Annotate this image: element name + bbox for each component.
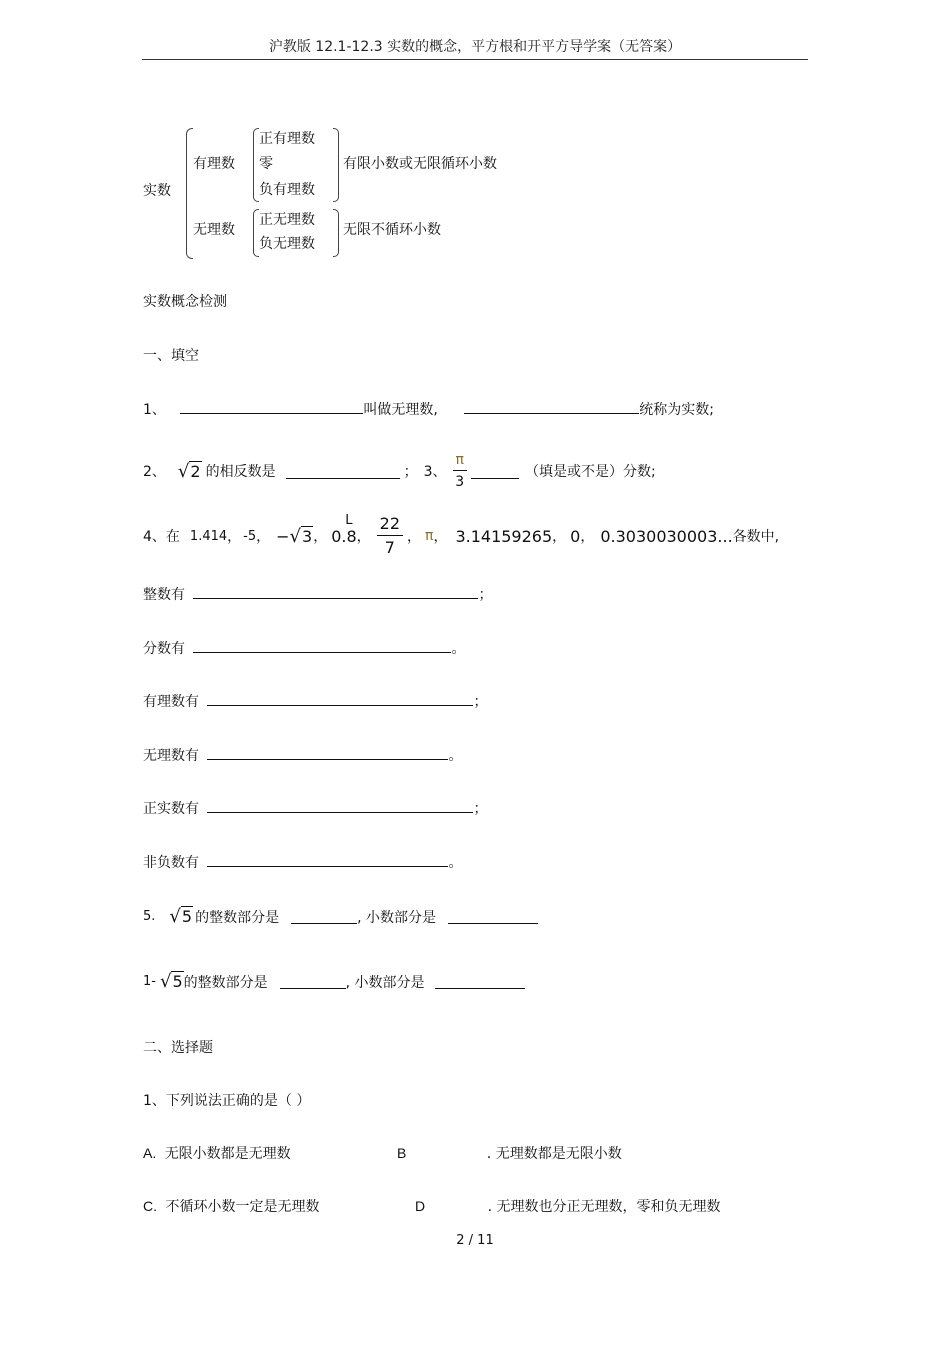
q6-number: 1- <box>143 974 156 989</box>
q1-number: 1、 <box>143 402 166 418</box>
brace-rational-right <box>333 128 339 202</box>
q2-sep: ； <box>403 464 418 480</box>
q3-blank[interactable] <box>471 464 519 479</box>
option-a-text: 无限小数都是无理数 <box>164 1146 291 1162</box>
label-rational-desc: 有限小数或无限循环小数 <box>343 156 497 172</box>
option-c-text: 不循环小数一定是无理数 <box>165 1199 320 1215</box>
q4-item-zero: 0 <box>570 526 581 546</box>
line-nonnegatives <box>143 852 462 872</box>
sqrt-5-b: √5 <box>159 971 183 992</box>
fill-question-5 <box>143 906 538 927</box>
brace-irrational-right <box>333 209 339 257</box>
q5-text-a: 的整数部分是 <box>195 909 280 926</box>
sqrt-2: √2 <box>177 460 201 482</box>
option-b-text: . 无理数都是无限小数 <box>486 1146 622 1162</box>
q4-item-repeating-08: L 0.8 <box>331 512 357 546</box>
line-integers <box>143 584 492 604</box>
label-rational: 有理数 <box>193 156 235 172</box>
sqrt-3: √3 <box>289 525 313 547</box>
option-c-letter: C. <box>143 1198 157 1214</box>
label-zero: 零 <box>259 156 273 172</box>
line-integers-label: 整数有 <box>143 587 185 603</box>
q1-text-b: 统称为实数; <box>639 402 714 418</box>
line-positive-reals-blank[interactable] <box>207 798 473 813</box>
page-number: 2 / 11 <box>456 1233 494 1248</box>
fill-question-2 <box>143 448 656 494</box>
line-integers-end: ； <box>478 587 493 603</box>
q4-prefix: 4、在 <box>143 529 180 545</box>
option-d[interactable] <box>415 1196 720 1216</box>
fraction-22-over-7: $\frac{22}{7}$ <box>377 516 403 556</box>
label-neg-rational: 负有理数 <box>259 182 315 198</box>
label-pos-rational: 正有理数 <box>259 131 315 147</box>
header-divider <box>142 59 808 60</box>
section-title-check: 实数概念检测 <box>143 294 227 310</box>
q5-number: 5. <box>143 909 156 924</box>
q6-blank-int[interactable] <box>280 974 346 989</box>
q5-text-b: , 小数部分是 <box>357 909 436 926</box>
q6-text-a: 的整数部分是 <box>183 974 268 991</box>
line-fractions-blank[interactable] <box>193 638 451 653</box>
q4-item-pi: π <box>425 528 434 544</box>
q2-text: 的相反数是 <box>205 464 276 480</box>
label-neg-irrational: 负无理数 <box>259 236 315 252</box>
line-positive-reals-label: 正实数有 <box>143 801 199 817</box>
label-irrational-desc: 无限不循环小数 <box>343 222 441 238</box>
part1-heading: 一、填空 <box>143 348 199 364</box>
line-irrationals <box>143 745 462 765</box>
line-nonnegatives-label: 非负数有 <box>143 855 199 871</box>
q6-blank-dec[interactable] <box>435 974 525 989</box>
line-rationals <box>143 691 487 711</box>
choice-question-1: 1、下列说法正确的是（ ） <box>143 1093 311 1109</box>
label-real-numbers: 实数 <box>143 183 171 199</box>
line-rationals-label: 有理数有 <box>143 694 199 710</box>
label-pos-irrational: 正无理数 <box>259 212 315 228</box>
option-a[interactable] <box>143 1143 291 1163</box>
page-header-title: 沪教版 12.1-12.3 实数的概念，平方根和开平方导学案（无答案） <box>268 39 682 55</box>
q2-blank[interactable] <box>286 464 400 479</box>
fraction-pi-over-3: $\frac{\pi}{3}$ <box>453 453 467 489</box>
q4-item-3141: 3.14159265 <box>455 526 553 546</box>
brace-real <box>186 128 193 259</box>
q4-item-0303: 0.3030030003... <box>600 526 733 546</box>
line-positive-reals <box>143 798 487 818</box>
line-nonnegatives-end: 。 <box>448 855 463 871</box>
q3-text: （填是或不是）分数; <box>524 464 656 480</box>
q5-blank-int[interactable] <box>291 909 357 924</box>
sqrt-5: √5 <box>169 906 193 927</box>
fill-question-1 <box>143 399 714 419</box>
q5-blank-dec[interactable] <box>448 909 538 924</box>
line-rationals-blank[interactable] <box>207 691 473 706</box>
line-rationals-end: ； <box>473 694 488 710</box>
line-irrationals-label: 无理数有 <box>143 748 199 764</box>
part2-heading: 二、选择题 <box>143 1040 213 1056</box>
option-d-letter: D <box>415 1198 426 1214</box>
line-positive-reals-end: ； <box>473 801 488 817</box>
option-a-letter: A. <box>143 1145 157 1161</box>
fill-question-4: 4、在 1.414 ， -5 ， − √3 ， L 0.8 ， $\frac{22}{7}$ ， π ， 3.14159265 ， 0 ， 0.3030030003... 各数中, <box>143 512 780 557</box>
q3-number: 3、 <box>423 464 447 480</box>
line-irrationals-end: 。 <box>448 748 463 764</box>
line-irrationals-blank[interactable] <box>207 745 448 760</box>
line-integers-blank[interactable] <box>193 584 478 599</box>
q2-number: 2、 <box>143 464 166 480</box>
repeating-dot-mark: L <box>345 512 353 528</box>
q4-tail: 各数中, <box>732 529 780 545</box>
q1-blank-b[interactable] <box>464 399 639 414</box>
line-nonnegatives-blank[interactable] <box>207 852 448 867</box>
q4-item-neg5: -5 <box>243 528 257 544</box>
q4-item-1414: 1.414 <box>189 528 228 544</box>
option-b-letter: B <box>397 1145 407 1161</box>
q1-blank-a[interactable] <box>180 399 363 414</box>
q4-minus: − <box>276 526 290 546</box>
q1-text-a: 叫做无理数, <box>363 402 438 418</box>
option-d-text: . 无理数也分正无理数，零和负无理数 <box>487 1199 721 1215</box>
option-c[interactable] <box>143 1196 319 1216</box>
option-b[interactable] <box>397 1143 622 1163</box>
label-irrational: 无理数 <box>193 222 235 238</box>
line-fractions <box>143 638 465 658</box>
q6-text-b: , 小数部分是 <box>345 974 425 991</box>
line-fractions-label: 分数有 <box>143 641 185 657</box>
fill-question-6 <box>143 971 525 992</box>
line-fractions-end: 。 <box>451 641 466 657</box>
